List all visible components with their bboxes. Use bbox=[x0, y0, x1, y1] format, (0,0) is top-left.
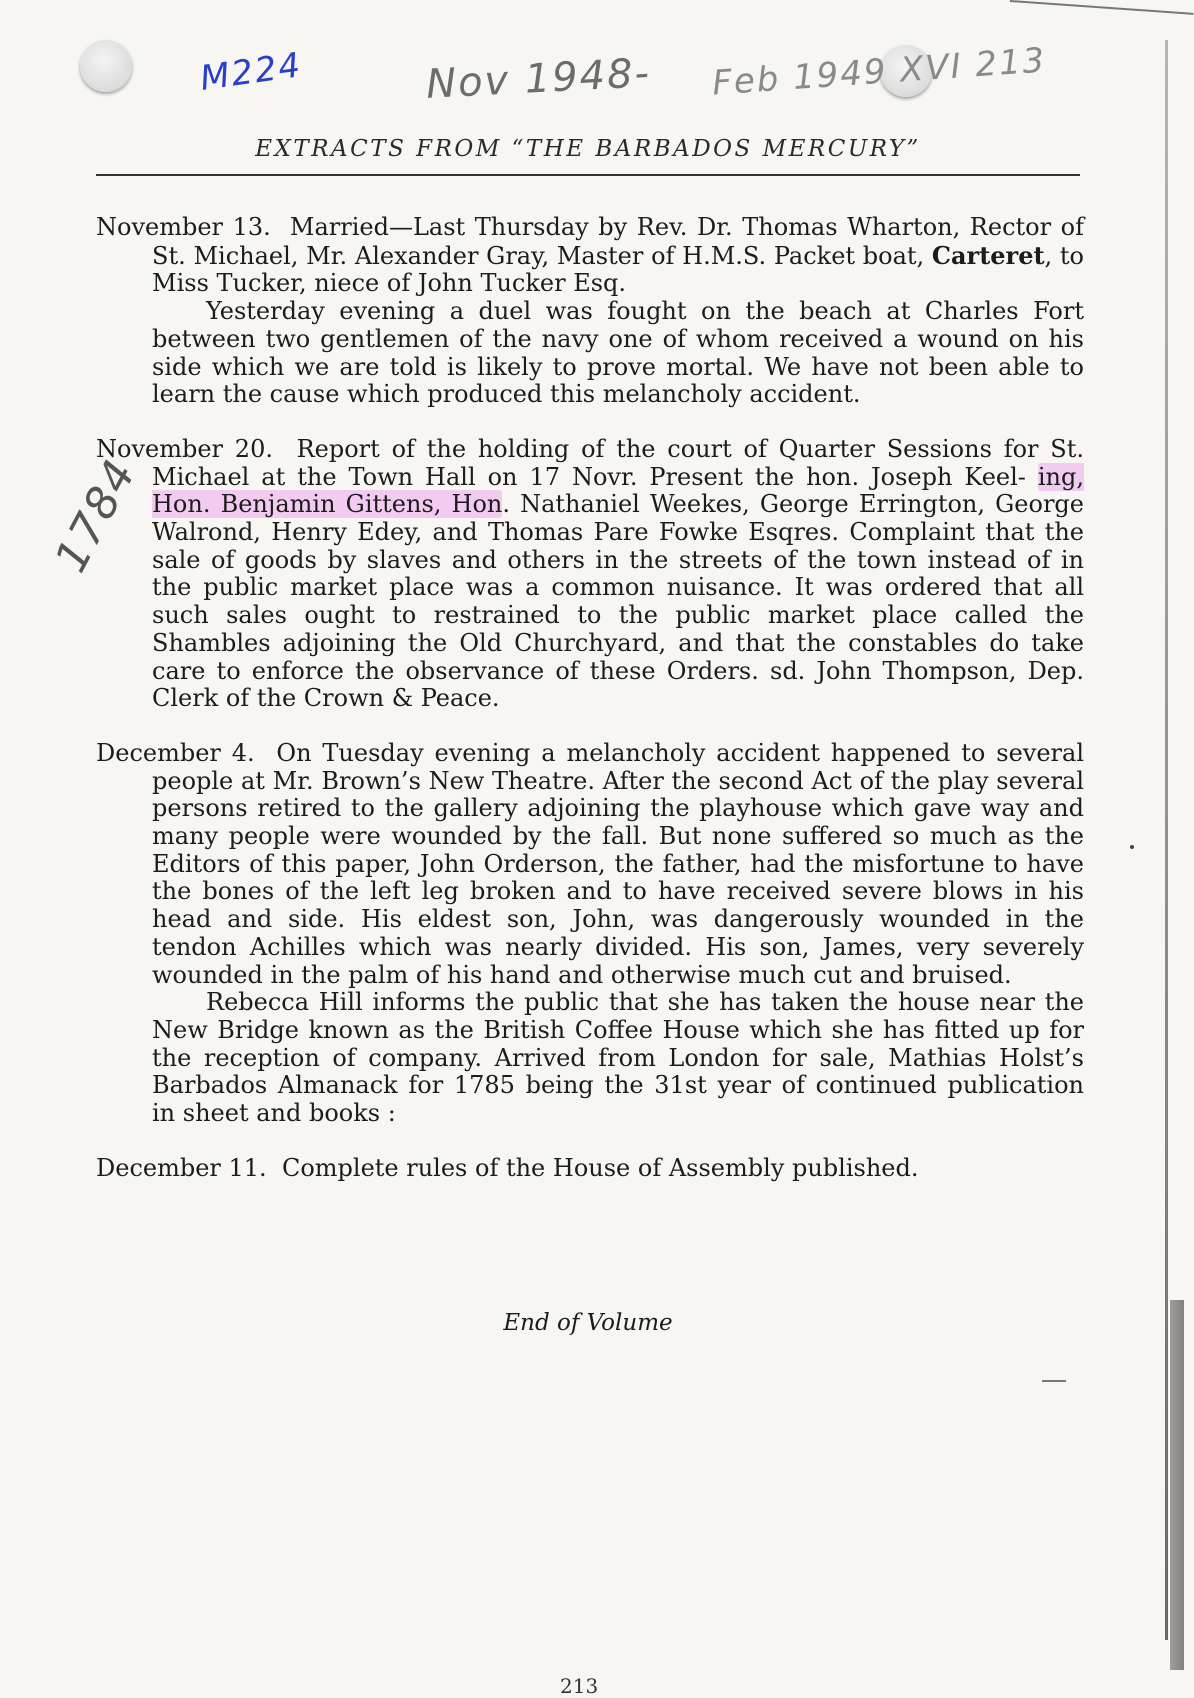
entry-date: December 11. bbox=[96, 1153, 267, 1182]
entry-text: Complete rules of the House of Assembly published. bbox=[281, 1153, 919, 1182]
entry-text: , to Miss Tucker, niece of John Tucker Esq. bbox=[152, 241, 1084, 298]
entry-december-4 bbox=[96, 740, 1084, 1128]
handwritten-code: M224 bbox=[197, 45, 305, 99]
entry-text: On Tuesday evening a melancholy accident happened to several people at Mr. Brown’s New Theatre. After the second Act of the play several persons retired to the gallery adjoining the playhouse which gave way and many people were wounded by the fall. But none suffered so much as the Editors of this paper, John Orderson, the father, had the misfortune to have the bones of the left leg broken and to have received severe blows in his head and side. His eldest son, John, was dangerously wounded in the tendon Achilles which was nearly divided. His son, James, very severely wounded in the palm of his hand and otherwise much cut and bruised. bbox=[152, 738, 1084, 989]
scan-artifact-line bbox=[1010, 0, 1194, 15]
entry-november-13 bbox=[96, 214, 1084, 409]
punch-hole bbox=[80, 40, 132, 92]
end-of-volume: End of Volume bbox=[503, 1310, 673, 1336]
entry-november-20 bbox=[96, 436, 1084, 713]
running-title: EXTRACTS FROM “THE BARBADOS MERCURY” bbox=[255, 136, 921, 162]
entry-date: December 4. bbox=[96, 738, 255, 767]
title-rule bbox=[96, 174, 1080, 176]
handwritten-date-end: Feb 1949 XVI 213 bbox=[711, 40, 1048, 104]
entry-text: . Nathaniel Weekes, George Errington, George Walrond, Henry Edey, and Thomas Pare Fowke Esqres. Complaint that the sale of goods by slaves and others in the streets of the town instead of in the public market place was a common nuisance. It was ordered that all such sales ought to restrained to the public market place called the Shambles adjoining the Old Churchyard, and that the constables do take care to enforce the observance of these Orders. sd. John Thompson, Dep. Clerk of the Crown & Peace. bbox=[152, 490, 1084, 713]
speck bbox=[1130, 845, 1134, 849]
page-number: 213 bbox=[560, 1674, 599, 1698]
handwritten-margin-year: 1784 bbox=[45, 450, 147, 581]
entry-december-11 bbox=[96, 1155, 1084, 1183]
entry-paragraph bbox=[96, 1155, 1084, 1183]
scan-edge-shadow bbox=[1170, 1300, 1184, 1670]
handwritten-date: Nov 1948- bbox=[424, 50, 653, 108]
entry-paragraph bbox=[96, 436, 1084, 713]
highlighted-text: ing, Hon. Benjamin Gittens, Hon bbox=[152, 462, 1084, 519]
entry-paragraph: Yesterday evening a duel was fought on the beach at Charles Fort between two gentlemen of the navy one of whom received a wound on his side which we are told is likely to prove mortal. We have not been able to learn the cause which produced this melancholy accident. bbox=[152, 297, 1084, 409]
pencil-mark bbox=[1042, 1380, 1066, 1382]
entry-paragraph bbox=[96, 214, 1084, 298]
entry-date: November 13. bbox=[96, 213, 271, 241]
entry-paragraph bbox=[96, 740, 1084, 989]
scan-edge-shadow bbox=[1165, 40, 1168, 1640]
entry-date: November 20. bbox=[96, 434, 273, 463]
article-body bbox=[96, 214, 1084, 1210]
entry-paragraph: Rebecca Hill informs the public that she has taken the house near the New Bridge known as the British Coffee House which she has fitted up for the reception of company. Arrived from London for sale, Mathias Holst’s Barbados Almanack for 1785 being the 31st year of continued publication in sheet and books : bbox=[152, 988, 1084, 1128]
ship-name: Carteret bbox=[931, 240, 1045, 270]
entry-text: Report of the holding of the court of Quarter Sessions for St. Michael at the Town Hall on 17 Novr. Present the hon. Joseph Keel- bbox=[152, 434, 1085, 491]
entry-text: Married—Last Thursday by Rev. Dr. Thomas Wharton, Rector of St. Michael, Mr. Alexander Gray, Master of H.M.S. Packet boat, bbox=[152, 213, 1084, 270]
